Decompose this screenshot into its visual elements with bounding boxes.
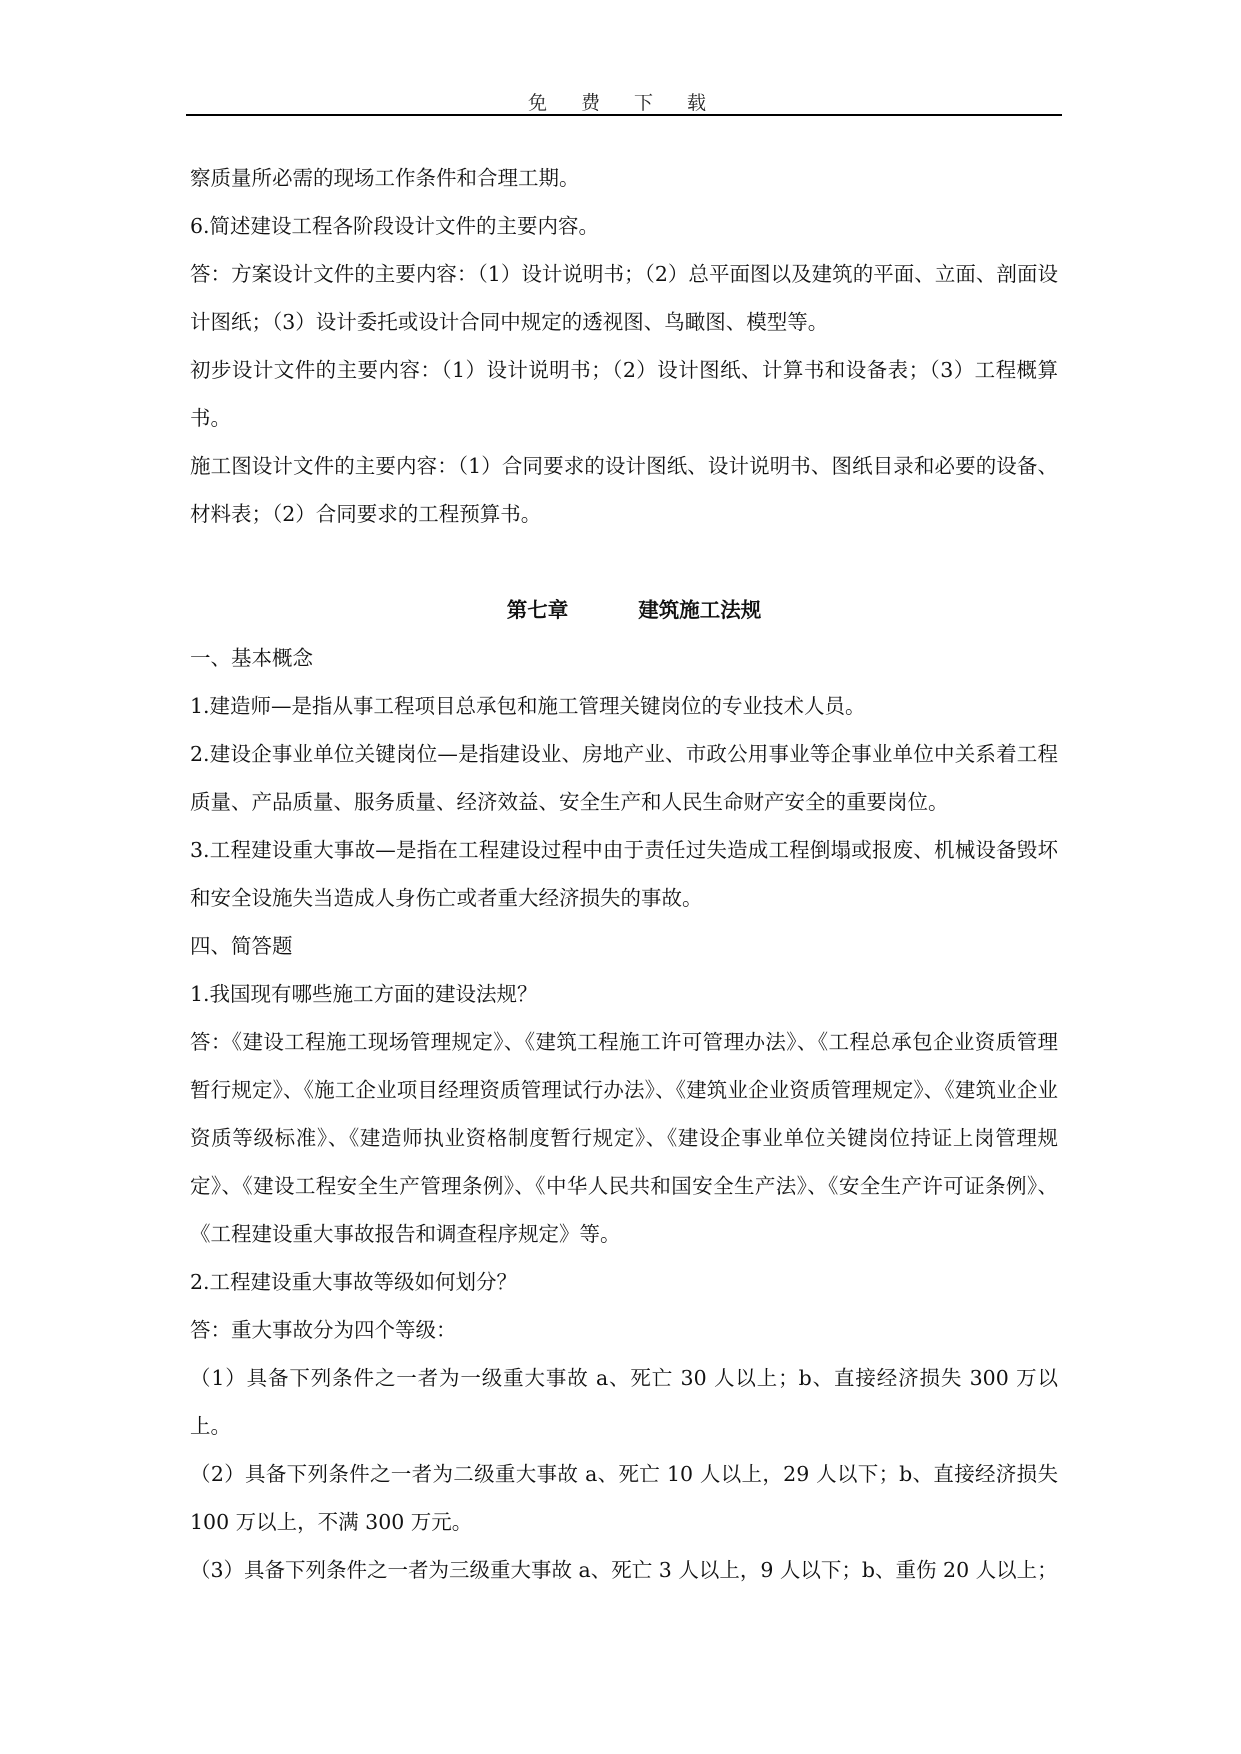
section-heading: 一、基本概念 <box>190 646 313 670</box>
question: 6.简述建设工程各阶段设计文件的主要内容。 <box>190 214 600 238</box>
list-item: （3）具备下列条件之一者为三级重大事故 a、死亡 3 人以上，9 人以下；b、重伤 20 人以上； <box>190 1558 1058 1582</box>
paragraph: 初步设计文件的主要内容：（1）设计说明书；（2）设计图纸、计算书和设备表；（3）工程概算书。 <box>190 358 1058 430</box>
header-rule <box>186 114 1062 116</box>
document-body <box>190 154 1058 1594</box>
paragraph: 施工图设计文件的主要内容：（1）合同要求的设计图纸、设计说明书、图纸目录和必要的设备、材料表；（2）合同要求的工程预算书。 <box>190 454 1058 526</box>
page-header: 免 费 下 载 <box>527 92 721 114</box>
answer-paragraph: 答：《建设工程施工现场管理规定》、《建筑工程施工许可管理办法》、《工程总承包企业资质管理暂行规定》、《施工企业项目经理资质管理试行办法》、《建筑业企业资质管理规定》、《建筑业企业资质等级标准》、《建造师执业资格制度暂行规定》、《建设企事业单位关键岗位持证上岗管理规定》、《建设工程安全生产管理条例》、《中华人民共和国安全生产法》、《安全生产许可证条例》、《工程建设重大事故报告和调查程序规定》等。 <box>190 1030 1058 1246</box>
question: 2.工程建设重大事故等级如何划分？ <box>190 1270 518 1294</box>
section-heading: 四、简答题 <box>190 934 293 958</box>
definition: 2.建设企事业单位关键岗位—是指建设业、房地产业、市政公用事业等企事业单位中关系着工程质量、产品质量、服务质量、经济效益、安全生产和人民生命财产安全的重要岗位。 <box>190 742 1058 814</box>
chapter-number: 第七章 <box>506 598 569 622</box>
question: 1.我国现有哪些施工方面的建设法规？ <box>190 982 538 1006</box>
chapter-heading <box>190 586 1058 634</box>
paragraph: 察质量所必需的现场工作条件和合理工期。 <box>190 166 580 190</box>
answer-paragraph: 答：方案设计文件的主要内容：（1）设计说明书；（2）总平面图以及建筑的平面、立面、剖面设计图纸；（3）设计委托或设计合同中规定的透视图、鸟瞰图、模型等。 <box>190 262 1058 334</box>
answer-paragraph: 答：重大事故分为四个等级： <box>190 1318 457 1342</box>
list-item: （1）具备下列条件之一者为一级重大事故 a、死亡 30 人以上；b、直接经济损失 300 万以上。 <box>190 1366 1058 1438</box>
definition: 1.建造师—是指从事工程项目总承包和施工管理关键岗位的专业技术人员。 <box>190 694 866 718</box>
list-item: （2）具备下列条件之一者为二级重大事故 a、死亡 10 人以上，29 人以下；b、直接经济损失 100 万以上，不满 300 万元。 <box>190 1462 1058 1534</box>
definition: 3.工程建设重大事故—是指在工程建设过程中由于责任过失造成工程倒塌或报废、机械设备毁坏和安全设施失当造成人身伤亡或者重大经济损失的事故。 <box>190 838 1058 910</box>
chapter-title: 建筑施工法规 <box>638 598 762 622</box>
